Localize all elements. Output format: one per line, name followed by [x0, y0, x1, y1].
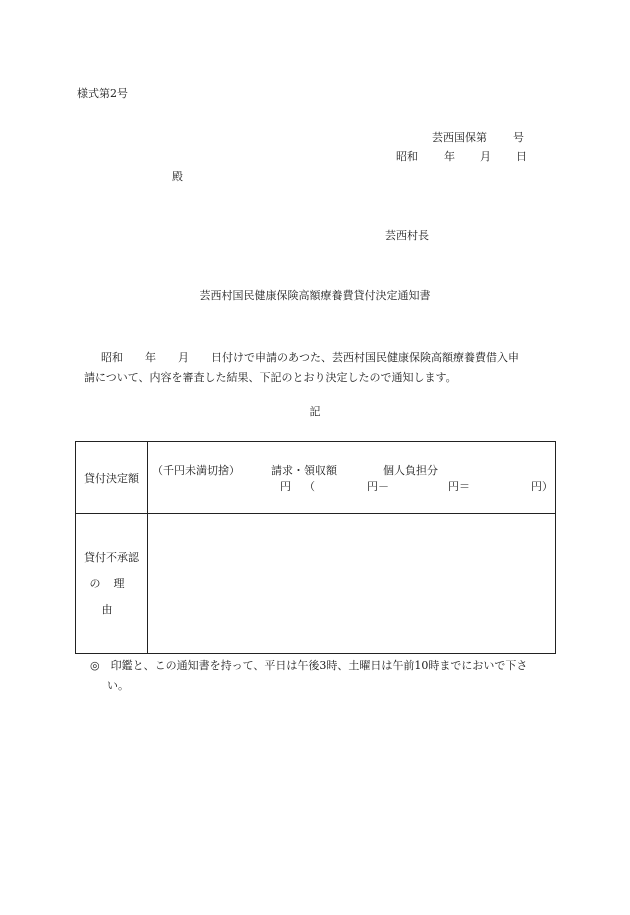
table-row-loan-amount — [76, 442, 556, 514]
sender: 芸西村長 — [385, 229, 429, 242]
document-title: 芸西村国民健康保険高額療養費貸付決定通知書 — [199, 289, 431, 302]
yen-close: 円） — [531, 480, 553, 493]
rejection-reason-field — [148, 514, 556, 654]
paren-open: （ — [304, 480, 315, 493]
footer-note — [90, 656, 560, 696]
date-month: 月 — [480, 150, 491, 163]
body-line-2: 請について、内容を審査した結果、下記のとおり決定したので通知します。 — [84, 371, 457, 384]
addressee: 殿 — [172, 170, 183, 183]
rounding-note: （千円未満切捨） — [152, 464, 240, 477]
footer-note-line-1: ◎ 印鑑と、この通知書を持って、平日は午後3時、土曜日は午前10時までにおいで下さ — [90, 659, 528, 672]
claim-amount-header: 請求・領収額 — [271, 464, 337, 477]
document-number-prefix: 芸西国保第 — [432, 131, 487, 144]
body-line-1: 昭和 年 月 日付けで申請のあつた、芸西村国民健康保険高額療養費借入申 — [101, 351, 519, 364]
footer-note-line-2: い。 — [107, 679, 129, 692]
form-number: 様式第2号 — [77, 87, 128, 100]
date-year: 年 — [444, 150, 455, 163]
document-number-suffix: 号 — [513, 131, 524, 144]
yen-equals: 円＝ — [448, 480, 470, 493]
date-day: 日 — [516, 150, 527, 163]
decision-table — [75, 441, 556, 654]
personal-share-header: 個人負担分 — [383, 464, 438, 477]
document-number — [432, 131, 524, 145]
rejection-reason-label — [76, 514, 148, 654]
date-era: 昭和 — [396, 150, 418, 163]
rejection-label-line-2: の理由 — [89, 576, 138, 616]
body-paragraph — [84, 348, 554, 388]
yen-amount-1: 円 — [280, 480, 291, 493]
loan-amount-label: 貸付決定額 — [76, 442, 148, 514]
issue-date — [396, 150, 527, 164]
record-heading: 記 — [309, 405, 321, 418]
rejection-label-line-1: 貸付不承認 — [84, 550, 139, 564]
yen-minus: 円－ — [367, 480, 389, 493]
loan-amount-cell — [148, 442, 556, 514]
table-row-rejection-reason — [76, 514, 556, 654]
